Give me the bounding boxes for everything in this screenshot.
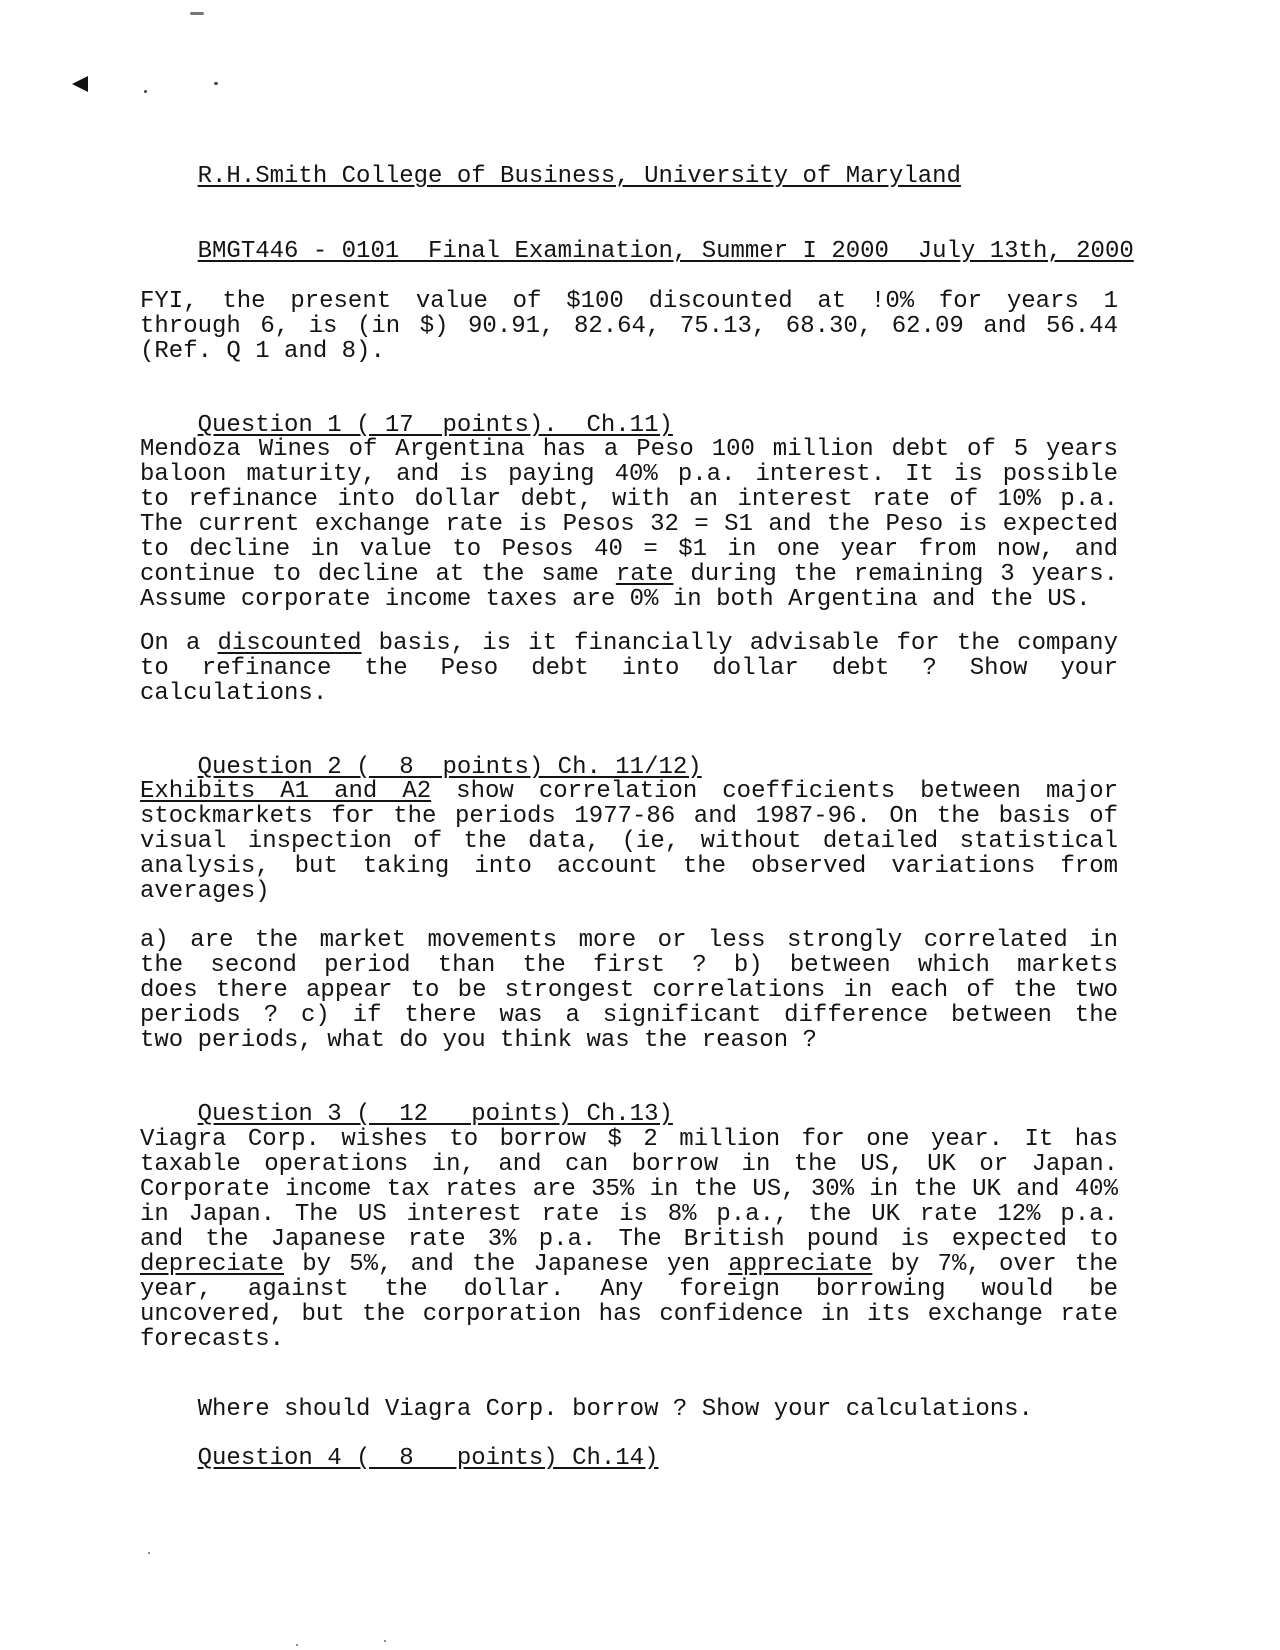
scan-arrow-mark: [72, 76, 88, 92]
q2-line: analysis, but taking into account the observed variations from: [140, 853, 1118, 880]
scan-dot-1: [144, 90, 147, 93]
q1-line: The current exchange rate is Pesos 32 = S1 and the Peso is expected: [140, 511, 1118, 538]
q3-p2-text: Where should Viagra Corp. borrow ? Show your calculations.: [197, 1396, 1033, 1423]
question-4-heading-text: Question 4 ( 8 points) Ch.14): [197, 1445, 659, 1472]
q3-underlined-depreciate: depreciate: [140, 1251, 285, 1278]
q1-line6-after: during the remaining 3 years.: [673, 561, 1118, 588]
question-1-paragraph-2: [140, 631, 1118, 706]
q3-line: and the Japanese rate 3% p.a. The British pound is expected to: [140, 1226, 1118, 1253]
q2-p2-line: a) are the market movements more or less strongly correlated in: [140, 927, 1118, 954]
q1-p2-line: to refinance the Peso debt into dollar debt ? Show your: [140, 655, 1118, 682]
q3-line: year, against the dollar. Any foreign borrowing would be: [140, 1276, 1118, 1303]
q2-line: visual inspection of the data, (ie, without detailed statistical: [140, 828, 1118, 855]
q3-line: in Japan. The US interest rate is 8% p.a., the UK rate 12% p.a.: [140, 1201, 1118, 1228]
intro-paragraph: [140, 289, 1118, 364]
q3-line: forecasts.: [140, 1326, 285, 1353]
q1-underlined-rate: rate: [615, 561, 674, 588]
q3-underlined-appreciate: appreciate: [728, 1251, 873, 1278]
question-2-paragraph-2: [140, 928, 1118, 1053]
scan-dot-3: [148, 1552, 150, 1554]
exam-title-text: BMGT446 - 0101 Final Examination, Summer I 2000 July 13th, 2000: [197, 238, 1134, 265]
q1-line: baloon maturity, and is paying 40% p.a. interest. It is possible: [140, 461, 1118, 488]
q2-line1-after: show correlation coefficients between major: [431, 778, 1118, 805]
q1-line: Assume corporate income taxes are 0% in both Argentina and the US.: [140, 586, 1091, 613]
q1-line: [140, 562, 1118, 587]
q2-underlined-exhibits: Exhibits A1 and A2: [140, 778, 432, 805]
q1-line: Mendoza Wines of Argentina has a Peso 100 million debt of 5 years: [140, 436, 1118, 463]
q2-line: averages): [140, 878, 270, 905]
question-1-heading-text: Question 1 ( 17 points). Ch.11): [197, 412, 673, 439]
question-3-paragraph-1: [140, 1127, 1118, 1352]
q1-p2-after: basis, is it financially advisable for the company: [361, 630, 1118, 657]
q2-p2-line: the second period than the first ? b) between which markets: [140, 952, 1118, 979]
question-2-heading-text: Question 2 ( 8 points) Ch. 11/12): [197, 754, 702, 781]
q2-line: [140, 779, 1118, 804]
intro-line: through 6, is (in $) 90.91, 82.64, 75.13, 68.30, 62.09 and 56.44: [140, 313, 1118, 340]
q1-p2-before: On a: [140, 630, 218, 657]
q1-p2-line: [140, 631, 1118, 656]
q1-line: to refinance into dollar debt, with an interest rate of 10% p.a.: [140, 486, 1118, 513]
q3-line6-after: by 7%, over the: [872, 1251, 1119, 1278]
intro-line: (Ref. Q 1 and 8).: [140, 338, 385, 365]
q2-p2-line: two periods, what do you think was the reason ?: [140, 1027, 817, 1054]
scan-dot-2: [214, 82, 218, 85]
exam-title: [140, 214, 1134, 289]
q2-p2-line: does there appear to be strongest correlations in each of the two: [140, 977, 1118, 1004]
scan-dot-4: [296, 1644, 298, 1646]
q3-line: [140, 1252, 1118, 1277]
question-3-heading-text: Question 3 ( 12 points) Ch.13): [197, 1101, 673, 1128]
scan-dot-5: [384, 1640, 386, 1642]
q1-line: to decline in value to Pesos 40 = $1 in one year from now, and: [140, 536, 1118, 563]
q1-underlined-discounted: discounted: [217, 630, 362, 657]
institution-title-text: R.H.Smith College of Business, University of Maryland: [197, 163, 961, 190]
scan-speck-top: [190, 12, 204, 15]
intro-line: FYI, the present value of $100 discounted at !0% for years 1: [140, 288, 1118, 315]
q1-p2-line: calculations.: [140, 680, 328, 707]
q3-line: uncovered, but the corporation has confidence in its exchange rate: [140, 1301, 1118, 1328]
question-4-heading: [140, 1421, 1118, 1496]
q1-line6-before: continue to decline at the same: [140, 561, 616, 588]
question-2-paragraph-1: [140, 779, 1118, 904]
q3-line6-mid: by 5%, and the Japanese yen: [284, 1251, 729, 1278]
q2-line: stockmarkets for the periods 1977-86 and 1987-96. On the basis of: [140, 803, 1118, 830]
q3-line: taxable operations in, and can borrow in the US, UK or Japan.: [140, 1151, 1118, 1178]
institution-title: [140, 139, 1118, 214]
q3-line: Viagra Corp. wishes to borrow $ 2 million for one year. It has: [140, 1126, 1118, 1153]
q3-line: Corporate income tax rates are 35% in the US, 30% in the UK and 40%: [140, 1176, 1118, 1203]
question-1-paragraph-1: [140, 437, 1118, 612]
q2-p2-line: periods ? c) if there was a significant difference between the: [140, 1002, 1118, 1029]
